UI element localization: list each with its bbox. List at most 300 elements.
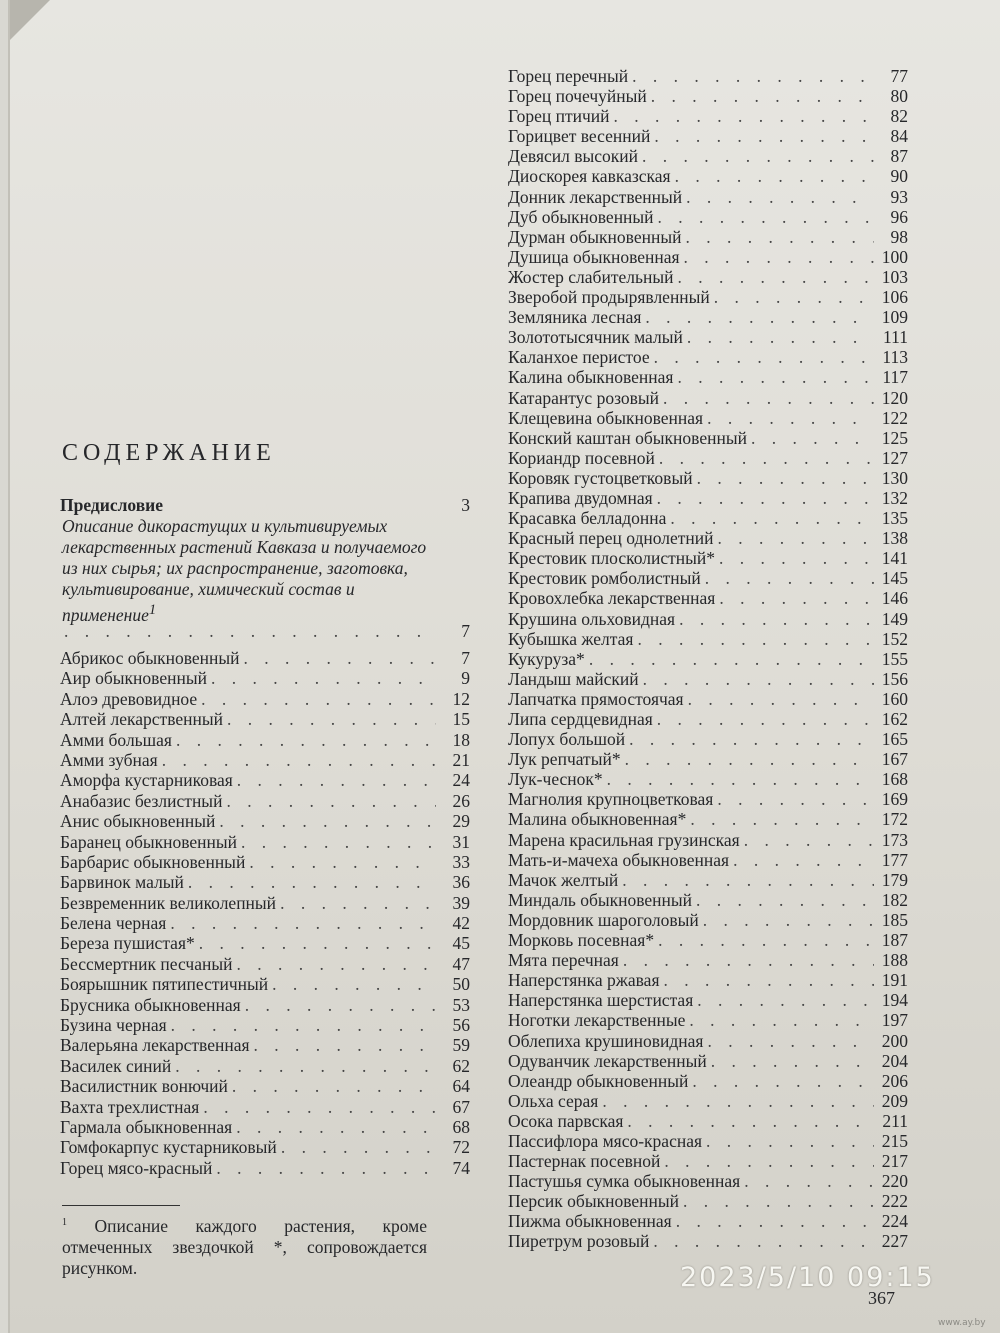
toc-entry-page: 50 — [452, 974, 470, 995]
toc-entry-title: Барвинок малый — [60, 872, 184, 893]
toc-entry — [508, 850, 908, 870]
toc-entry — [508, 1191, 908, 1211]
toc-entry-page: 217 — [881, 1151, 908, 1172]
toc-entry — [60, 974, 470, 994]
toc-entry-title: Малина обыкновенная* — [508, 809, 687, 830]
leader-dots — [677, 367, 874, 387]
leader-dots — [683, 1191, 874, 1211]
leader-dots — [651, 86, 874, 106]
leader-dots — [654, 347, 874, 367]
toc-entry — [60, 1117, 470, 1137]
leader-dots — [226, 791, 436, 811]
toc-entry — [508, 146, 908, 166]
leader-dots — [690, 809, 874, 829]
toc-entry-title: Душица обыкновенная — [508, 246, 680, 267]
leader-dots — [679, 609, 874, 629]
toc-entry-page: 103 — [881, 266, 908, 287]
toc-entry-title: Конский каштан обыкновенный — [508, 427, 747, 448]
toc-entry — [508, 388, 908, 408]
toc-entry-page: 127 — [881, 447, 908, 468]
toc-entry-title: Наперстянка шерстистая — [508, 990, 694, 1011]
toc-entry-page: 80 — [890, 86, 908, 107]
toc-entry — [508, 689, 908, 709]
leader-dots — [614, 106, 875, 126]
leader-dots — [245, 995, 436, 1015]
leader-dots — [627, 1111, 874, 1131]
toc-entry-page: 149 — [881, 608, 908, 629]
toc-entry — [508, 609, 908, 629]
section-description-text: Описание дикорастущих и культивируемых лекарственных растений Кавказа и получаемого из них сырья; их распространение, заготовка, культивирование, химический состав и применение — [62, 516, 427, 625]
toc-entry — [508, 990, 908, 1010]
leader-dots — [236, 954, 436, 974]
leader-dots — [645, 307, 874, 327]
toc-entry — [60, 893, 470, 913]
toc-entry-page: 68 — [452, 1116, 470, 1137]
toc-entry — [508, 950, 908, 970]
toc-entry-page: 197 — [881, 1010, 908, 1031]
toc-entry — [508, 669, 908, 689]
toc-entry-title: Олеандр обыкновенный — [508, 1070, 689, 1091]
toc-entry — [508, 930, 908, 950]
leader-dots — [697, 468, 874, 488]
toc-entry-page: 7 — [461, 648, 470, 668]
toc-entry — [508, 1111, 908, 1131]
toc-entry-page: 188 — [881, 950, 908, 971]
toc-entry-page: 194 — [881, 990, 908, 1011]
toc-entry — [508, 548, 908, 568]
toc-entry-title: Алтей лекарственный — [60, 709, 223, 730]
leader-dots — [622, 870, 874, 890]
toc-entry-title: Ландыш майский — [508, 668, 639, 689]
toc-entry — [60, 852, 470, 872]
leader-dots — [705, 568, 874, 588]
toc-entry-title: Миндаль обыкновенный — [508, 889, 693, 910]
toc-entry-title: Крушина ольховидная — [508, 608, 676, 629]
toc-entry-title: Горец почечуйный — [508, 86, 647, 107]
toc-entry-page: 211 — [882, 1110, 908, 1131]
toc-entry-page: 62 — [452, 1055, 470, 1076]
toc-entry-title: Аморфа кустарниковая — [60, 770, 233, 791]
toc-entry-title: Кровохлебка лекарственная — [508, 588, 716, 609]
leader-dots — [607, 769, 874, 789]
toc-entry-page: 122 — [881, 407, 908, 428]
toc-entry-page: 29 — [452, 811, 470, 832]
toc-entry — [508, 408, 908, 428]
toc-entry — [508, 367, 908, 387]
toc-entry — [508, 1171, 908, 1191]
toc-entry-title: Мордовник шароголовый — [508, 909, 699, 930]
toc-entry-page: 26 — [452, 790, 470, 811]
leader-dots — [654, 126, 874, 146]
toc-entry — [60, 730, 470, 750]
toc-entry-title: Брусника обыкновенная — [60, 994, 241, 1015]
toc-entry-page: 146 — [881, 588, 908, 609]
leader-dots — [703, 910, 874, 930]
toc-entry — [508, 649, 908, 669]
leader-dots — [659, 448, 874, 468]
toc-entry-page: 167 — [881, 749, 908, 770]
toc-entry — [508, 1031, 908, 1051]
toc-entry-page: 21 — [452, 749, 470, 770]
leader-dots — [272, 974, 436, 994]
toc-entry-page: 152 — [881, 628, 908, 649]
toc-entry-title: Пастернак посевной — [508, 1151, 661, 1172]
toc-entry — [508, 1211, 908, 1231]
leader-dots — [657, 488, 874, 508]
leader-dots — [280, 893, 436, 913]
toc-entry-title: Пиретрум розовый — [508, 1231, 650, 1252]
toc-entry-title: Анис обыкновенный — [60, 811, 216, 832]
toc-entry-page: 84 — [890, 126, 908, 147]
leader-dots — [696, 890, 874, 910]
toc-entry-page: 12 — [452, 688, 470, 709]
toc-entry-page: 172 — [881, 809, 908, 830]
leader-dots — [643, 669, 874, 689]
leader-dots — [711, 1051, 874, 1071]
toc-entry-page: 173 — [881, 829, 908, 850]
photo-timestamp: 2023/5/10 09:15 — [680, 1262, 935, 1293]
leader-dots — [733, 850, 874, 870]
toc-entry-title: Анабазис безлистный — [60, 790, 223, 811]
leader-dots — [237, 770, 436, 790]
leader-dots — [632, 66, 874, 86]
toc-entry-title: Магнолия крупноцветковая — [508, 789, 714, 810]
toc-entry — [508, 66, 908, 86]
toc-entry-page: 59 — [452, 1035, 470, 1056]
toc-entry-title: Горец птичий — [508, 106, 610, 127]
toc-entry-page: 93 — [890, 186, 908, 207]
toc-entry-title: Амми большая — [60, 729, 172, 750]
toc-entry — [508, 448, 908, 468]
toc-entry-page: 165 — [881, 729, 908, 750]
leader-dots — [677, 267, 874, 287]
toc-entry — [60, 648, 470, 668]
toc-entry — [508, 207, 908, 227]
footnote-number: 1 — [62, 1217, 67, 1228]
toc-entry-page: 191 — [881, 970, 908, 991]
leader-dots — [625, 749, 874, 769]
toc-entry-title: Мачок желтый — [508, 869, 619, 890]
leader-dots — [170, 913, 436, 933]
toc-entry — [508, 488, 908, 508]
toc-entry — [60, 811, 470, 831]
leader-dots — [719, 548, 874, 568]
toc-entry-title: Белена черная — [60, 913, 167, 934]
toc-entry-page: 215 — [881, 1130, 908, 1151]
toc-entry — [60, 1137, 470, 1157]
toc-entry — [60, 872, 470, 892]
preface-entry — [60, 495, 470, 516]
toc-entry — [60, 668, 470, 688]
leader-dots — [241, 832, 436, 852]
toc-entry — [508, 809, 908, 829]
leader-dots — [175, 1056, 436, 1076]
toc-entry-title: Горец перечный — [508, 66, 629, 86]
toc-entry-page: 87 — [890, 146, 908, 167]
toc-entry-page: 74 — [452, 1157, 470, 1178]
section-description — [62, 516, 432, 626]
leader-dots — [670, 508, 874, 528]
toc-entry-title: Осока парвская — [508, 1110, 624, 1131]
page-number: 367 — [868, 1288, 895, 1308]
leader-dots — [589, 649, 874, 669]
toc-entry-title: Коровяк густоцветковый — [508, 467, 693, 488]
leader-dots — [707, 1031, 874, 1051]
toc-entry-title: Калина обыкновенная — [508, 367, 674, 388]
toc-entry-page: 227 — [881, 1231, 908, 1252]
toc-entry-page: 77 — [890, 66, 908, 86]
toc-entry-title: Ольха серая — [508, 1090, 599, 1111]
toc-entry-title: Пассифлора мясо-красная — [508, 1130, 703, 1151]
toc-entry — [60, 1097, 470, 1117]
toc-entry — [508, 749, 908, 769]
toc-entry-page: 42 — [452, 913, 470, 934]
leader-dots — [281, 1137, 436, 1157]
leader-dots — [664, 1151, 874, 1171]
toc-entry-title: Одуванчик лекарственный — [508, 1050, 707, 1071]
toc-entry-title: Безвременник великолепный — [60, 892, 277, 913]
toc-entry-page: 160 — [881, 688, 908, 709]
toc-entry — [508, 1091, 908, 1111]
leader-dots — [219, 811, 436, 831]
toc-entry-title: Баранец обыкновенный — [60, 831, 238, 852]
toc-entry-title: Горец мясо-красный — [60, 1157, 213, 1178]
toc-entry-page: 120 — [881, 387, 908, 408]
toc-entry-page: 145 — [881, 568, 908, 589]
page-corner — [10, 0, 50, 40]
leader-dots — [171, 1015, 436, 1035]
toc-entry-title: Крапива двудомная — [508, 487, 653, 508]
toc-entry-page: 156 — [881, 668, 908, 689]
toc-entry-page: 135 — [881, 508, 908, 529]
toc-entry — [60, 1015, 470, 1035]
toc-entry-page: 109 — [881, 307, 908, 328]
leader-dots — [744, 1171, 874, 1191]
leader-dots — [676, 1211, 874, 1231]
toc-entry — [508, 468, 908, 488]
leader-dots — [658, 207, 874, 227]
toc-entry-title: Горицвет весенний — [508, 126, 651, 147]
toc-entry-page: 209 — [881, 1090, 908, 1111]
toc-entry — [508, 629, 908, 649]
toc-entry-title: Бузина черная — [60, 1015, 167, 1036]
toc-entry-page: 222 — [881, 1191, 908, 1212]
toc-entry-title: Зверобой продырявленный — [508, 287, 710, 308]
toc-entry — [508, 327, 908, 347]
preface-label: Предисловие — [60, 495, 164, 515]
toc-entry-page: 72 — [452, 1137, 470, 1158]
leader-dots — [227, 709, 436, 729]
toc-entry-title: Красный перец однолетний — [508, 528, 714, 549]
toc-entry — [508, 830, 908, 850]
toc-entry-title: Катарантус розовый — [508, 387, 660, 408]
toc-entry — [508, 1010, 908, 1030]
toc-entry-title: Жостер слабительный — [508, 266, 674, 287]
leader-dots — [162, 750, 436, 770]
toc-entry — [508, 1071, 908, 1091]
toc-entry-title: Девясил высокий — [508, 146, 639, 167]
leader-dots — [188, 872, 436, 892]
toc-entry-title: Гомфокарпус кустарниковый — [60, 1137, 277, 1158]
leader-dots — [637, 629, 874, 649]
toc-entry-page: 187 — [881, 930, 908, 951]
leader-dots — [718, 528, 875, 548]
toc-entry — [508, 729, 908, 749]
leader-dots — [602, 1091, 874, 1111]
toc-entry-title: Лапчатка прямостоячая — [508, 688, 684, 709]
leader-dots — [176, 730, 436, 750]
toc-entry-page: 200 — [881, 1030, 908, 1051]
footnote-divider — [62, 1205, 180, 1206]
leader-dots — [249, 852, 436, 872]
leader-dots — [653, 1231, 874, 1251]
toc-entry-title: Марена красильная грузинская — [508, 829, 740, 850]
toc-entry-page: 141 — [881, 548, 908, 569]
toc-entry — [60, 1158, 470, 1178]
toc-entry-page: 18 — [452, 729, 470, 750]
toc-entry-page: 204 — [881, 1050, 908, 1071]
toc-entry-title: Василек синий — [60, 1055, 172, 1076]
toc-entry-page: 206 — [881, 1070, 908, 1091]
toc-entry-page: 24 — [452, 770, 470, 791]
leader-dots — [751, 428, 874, 448]
toc-entry-page: 106 — [881, 287, 908, 308]
footnote-text: Описание каждого растения, кроме отмеченных звездочкой *, сопровождается рисунком. — [62, 1215, 427, 1278]
leader-dots — [642, 146, 874, 166]
toc-entry-page: 177 — [881, 849, 908, 870]
toc-entry-title: Василистник вонючий — [60, 1076, 228, 1097]
toc-entry-title: Морковь посевная* — [508, 930, 655, 951]
toc-entry-title: Липа сердцевидная — [508, 709, 653, 729]
toc-entry — [508, 1231, 908, 1251]
leader-dots — [706, 1131, 874, 1151]
leader-dots — [688, 689, 874, 709]
toc-entry — [508, 709, 908, 729]
leader-dots — [254, 1035, 436, 1055]
toc-entry-page: 9 — [461, 668, 470, 689]
leader-dots — [201, 689, 436, 709]
toc-entry-page: 56 — [452, 1015, 470, 1036]
toc-entry-title: Красавка белладонна — [508, 508, 667, 529]
toc-entry — [508, 588, 908, 608]
toc-entry-title: Гармала обыкновенная — [60, 1116, 233, 1137]
toc-entry-title: Облепиха крушиновидная — [508, 1030, 704, 1051]
toc-entry — [508, 126, 908, 146]
toc-entry-title: Абрикос обыкновенный — [60, 648, 240, 668]
section-description-page-line — [60, 621, 470, 641]
section-description-page: 7 — [461, 621, 470, 641]
leader-dots — [203, 1097, 436, 1117]
toc-entry-page: 31 — [452, 831, 470, 852]
toc-entry-page: 47 — [452, 953, 470, 974]
toc-entry-page: 125 — [881, 427, 908, 448]
leader-dots — [687, 327, 874, 347]
toc-entry-page: 98 — [890, 226, 908, 247]
toc-entry-title: Кукуруза* — [508, 648, 585, 669]
toc-entry-title: Наперстянка ржавая — [508, 970, 660, 991]
toc-entry — [60, 770, 470, 790]
toc-entry-page: 15 — [452, 709, 470, 730]
toc-entry — [508, 1131, 908, 1151]
leader-dots — [236, 1117, 436, 1137]
leader-dots — [658, 930, 874, 950]
leader-dots — [244, 648, 436, 668]
toc-entry — [508, 307, 908, 327]
toc-entry-title: Диоскорея кавказская — [508, 166, 671, 187]
leader-dots — [663, 388, 874, 408]
toc-entry-page: 169 — [881, 789, 908, 810]
toc-entry-page: 138 — [881, 528, 908, 549]
toc-entry-title: Мята перечная — [508, 950, 619, 971]
toc-entry-title: Донник лекарственный — [508, 186, 683, 207]
toc-entry-page: 82 — [890, 106, 908, 127]
toc-entry — [508, 86, 908, 106]
toc-entry-page: 96 — [890, 206, 908, 227]
toc-entry-title: Крестовик плосколистный* — [508, 548, 716, 569]
toc-entry — [60, 913, 470, 933]
toc-entry-title: Береза пушистая* — [60, 933, 195, 954]
toc-left-column — [60, 648, 470, 1178]
toc-entry-page: 111 — [883, 327, 908, 348]
toc-entry-page: 53 — [452, 994, 470, 1015]
leader-dots — [686, 187, 874, 207]
toc-entry-page: 39 — [452, 892, 470, 913]
leader-dots — [684, 247, 874, 267]
toc-entry-title: Пастушья сумка обыкновенная — [508, 1171, 741, 1192]
toc-entry-page: 168 — [881, 769, 908, 790]
toc-entry — [60, 1035, 470, 1055]
toc-entry-title: Клещевина обыкновенная — [508, 407, 704, 428]
toc-entry-page: 155 — [881, 648, 908, 669]
leader-dots — [664, 970, 875, 990]
toc-entry-title: Золототысячник малый — [508, 327, 683, 348]
toc-entry-title: Барбарис обыкновенный — [60, 851, 246, 872]
leader-dots — [744, 830, 874, 850]
toc-entry-title: Каланхое перистое — [508, 347, 650, 368]
toc-entry — [508, 1051, 908, 1071]
toc-entry — [60, 933, 470, 953]
toc-entry — [508, 528, 908, 548]
toc-entry-page: 132 — [881, 487, 908, 508]
toc-entry-page: 130 — [881, 467, 908, 488]
toc-entry-page: 45 — [452, 933, 470, 954]
toc-entry — [60, 791, 470, 811]
toc-entry-title: Лук-чеснок* — [508, 769, 603, 790]
leader-dots — [707, 408, 874, 428]
toc-entry-page: 224 — [881, 1211, 908, 1232]
toc-entry-page: 100 — [881, 246, 908, 267]
toc-entry — [508, 890, 908, 910]
leader-dots — [216, 1158, 436, 1178]
toc-entry-page: 36 — [452, 872, 470, 893]
toc-entry-title: Алоэ древовидное — [60, 688, 198, 709]
toc-entry — [508, 910, 908, 930]
toc-entry-title: Лопух большой — [508, 729, 626, 750]
toc-entry — [508, 287, 908, 307]
toc-entry-title: Ноготки лекарственные — [508, 1010, 686, 1031]
toc-entry-title: Земляника лесная — [508, 307, 642, 328]
toc-entry — [60, 750, 470, 770]
toc-right-column — [508, 66, 908, 1252]
leader-dots — [714, 287, 874, 307]
toc-entry-page: 185 — [881, 909, 908, 930]
toc-entry — [60, 689, 470, 709]
toc-entry-page: 179 — [881, 869, 908, 890]
toc-entry — [508, 769, 908, 789]
toc-entry — [508, 267, 908, 287]
leader-dots — [692, 1071, 874, 1091]
toc-entry-title: Пижма обыкновенная — [508, 1211, 672, 1232]
